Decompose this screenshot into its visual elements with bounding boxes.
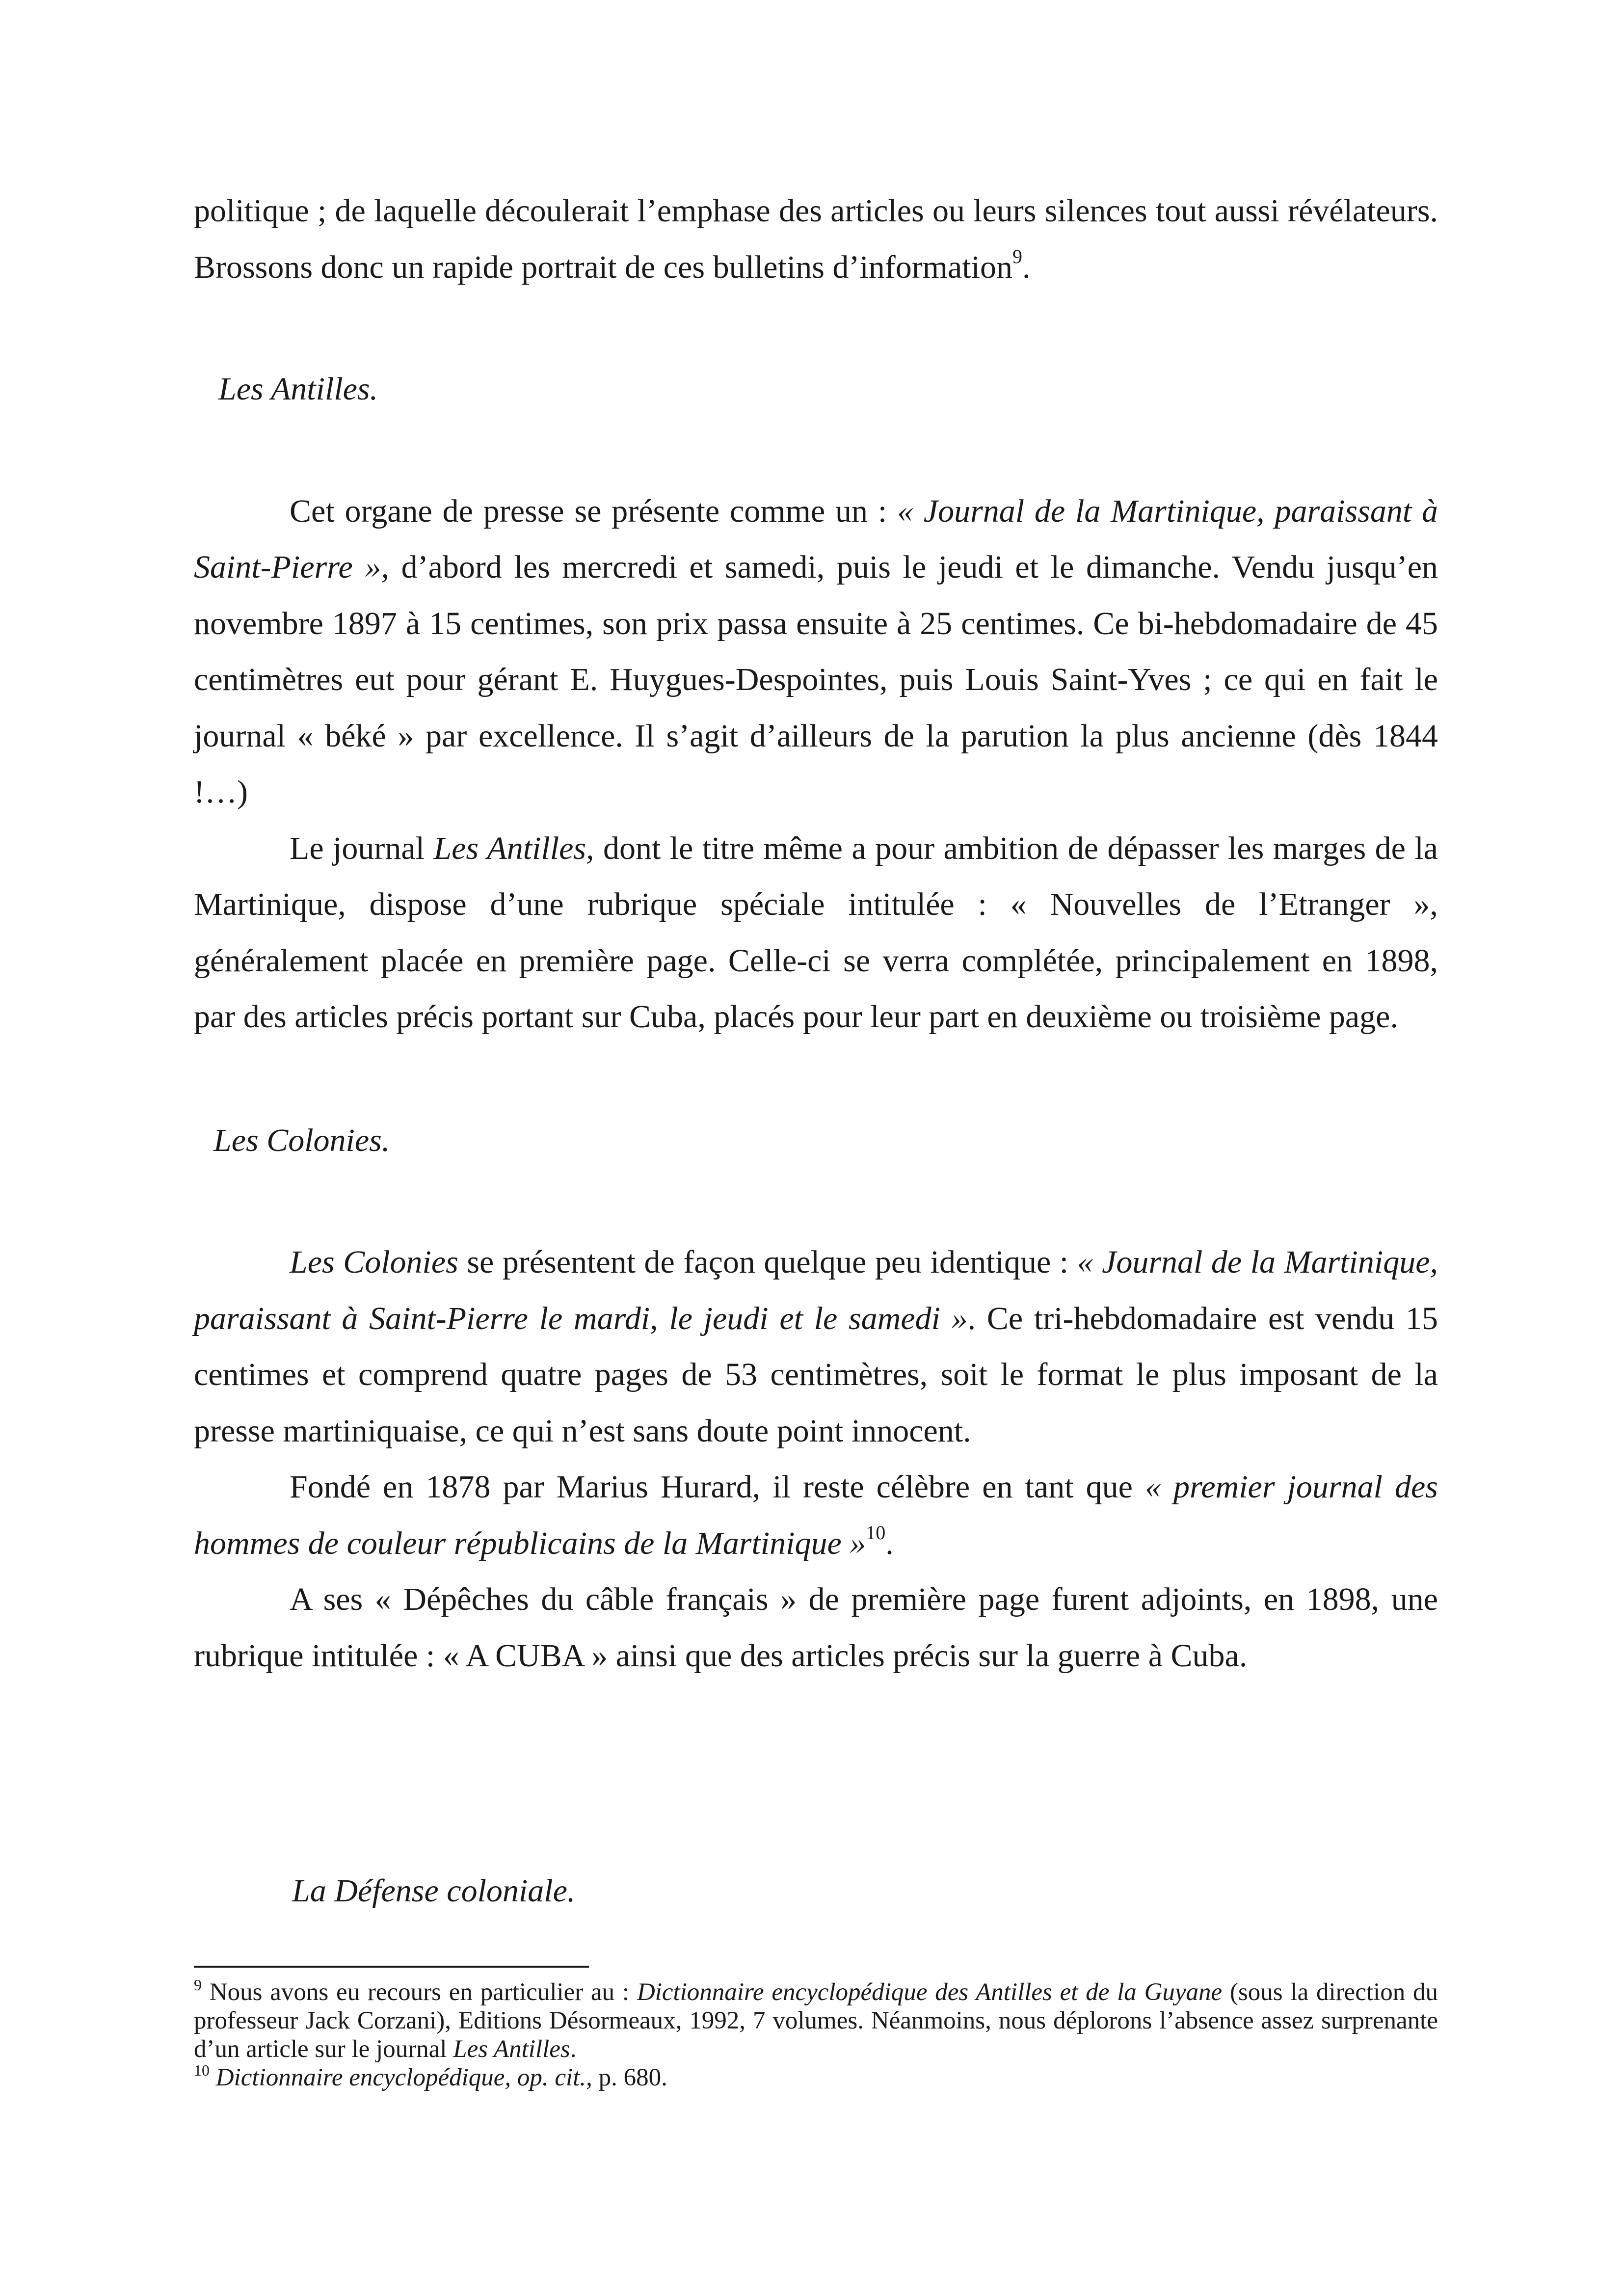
footnote-number: 9 — [194, 1976, 202, 1994]
footnotes — [194, 1978, 1438, 2092]
footnote-9 — [194, 1978, 1438, 2063]
text: se présentent de façon quelque peu identique : — [458, 1244, 1077, 1280]
text: politique ; de laquelle découlerait l’emphase des articles ou leurs silences tout aussi révélateurs. Brossons donc un rapide portrait de ces bulletins d’information — [194, 193, 1438, 285]
text: dont le titre même a pour ambition de dépasser les marges de la Martinique, dispose d’une rubrique spéciale intitulée : « Nouvelles de l’Etranger », généralement placée en première page. Celle-ci se verra complétée, principalement en 1898, par des articles précis portant sur Cuba, placés pour leur part en deuxième ou troisième page. — [194, 830, 1438, 1035]
footnote-10 — [194, 2063, 1438, 2092]
italic-title: Dictionnaire encyclopédique des Antilles et de la Guyane — [637, 1978, 1223, 2006]
text: Le journal — [290, 830, 434, 866]
italic-title: Dictionnaire encyclopédique, op. cit. — [215, 2064, 586, 2091]
text: . — [570, 2035, 577, 2063]
paragraph-colonies-fondation — [194, 1459, 1438, 1572]
paragraph-colonies-depeches — [194, 1572, 1438, 1684]
text: . — [1022, 249, 1031, 285]
paragraph-intro — [194, 183, 1438, 295]
paragraph-colonies-description — [194, 1234, 1438, 1459]
text: , p. 680. — [586, 2064, 667, 2091]
text: . Ce tri-hebdomadaire est vendu 15 centimes et comprend quatre pages de 53 centimètres, soit le format le plus imposant de la presse martiniquaise, ce qui n’est sans doute point innocent. — [194, 1300, 1438, 1449]
text: (sous la direction du professeur Jack Corzani), Editions Désormeaux, 1992, 7 volumes. Néanmoins, nous déplorons l’absence assez surprenante d’un article sur le journal — [194, 1978, 1438, 2063]
text: Fondé en 1878 par Marius Hurard, il reste célèbre en tant que — [290, 1469, 1145, 1505]
text: Cet organe de presse se présente comme un : — [290, 493, 897, 529]
text: A ses « Dépêches du câble français » de première page furent adjoints, en 1898, une rubrique intitulée : « A CUBA » ainsi que des articles précis sur la guerre à Cuba. — [194, 1581, 1438, 1674]
italic-title: Les Colonies — [290, 1244, 458, 1280]
heading-les-antilles: Les Antilles. — [218, 371, 378, 407]
text: . — [885, 1525, 894, 1561]
footnote-separator — [194, 1966, 589, 1968]
footnote-ref-9[interactable]: 9 — [1012, 245, 1022, 267]
paragraph-antilles-description — [194, 483, 1438, 821]
italic-title: Les Antilles, — [433, 830, 594, 866]
heading-la-defense-coloniale: La Défense coloniale. — [292, 1873, 576, 1909]
paragraph-antilles-rubrique — [194, 821, 1438, 1045]
heading-les-colonies: Les Colonies. — [213, 1122, 390, 1158]
italic-title: Les Antilles — [453, 2035, 570, 2063]
italic-quote: « premier journal des hommes de couleur républicains de la Martinique » — [194, 1469, 1438, 1561]
body-text — [194, 183, 1438, 1920]
italic-quote: « Journal de la Martinique, paraissant à Saint-Pierre » — [194, 493, 1438, 585]
text: Nous avons eu recours en particulier au : — [202, 1978, 637, 2006]
footnote-ref-10[interactable]: 10 — [866, 1521, 886, 1544]
footnote-number: 10 — [194, 2061, 210, 2079]
italic-quote: « Journal de la Martinique, paraissant à Saint-Pierre le mardi, le jeudi et le samedi » — [194, 1244, 1438, 1336]
text: , d’abord les mercredi et samedi, puis le jeudi et le dimanche. Vendu jusqu’en novembre 1897 à 15 centimes, son prix passa ensuite à 25 centimes. Ce bi-hebdomadaire de 45 centimètres eut pour gérant E. Huygues-Despointes, puis Louis Saint-Yves ; ce qui en fait le journal « béké » par excellence. Il s’agit d’ailleurs de la parution la plus ancienne (dès 1844 !…) — [194, 549, 1438, 810]
